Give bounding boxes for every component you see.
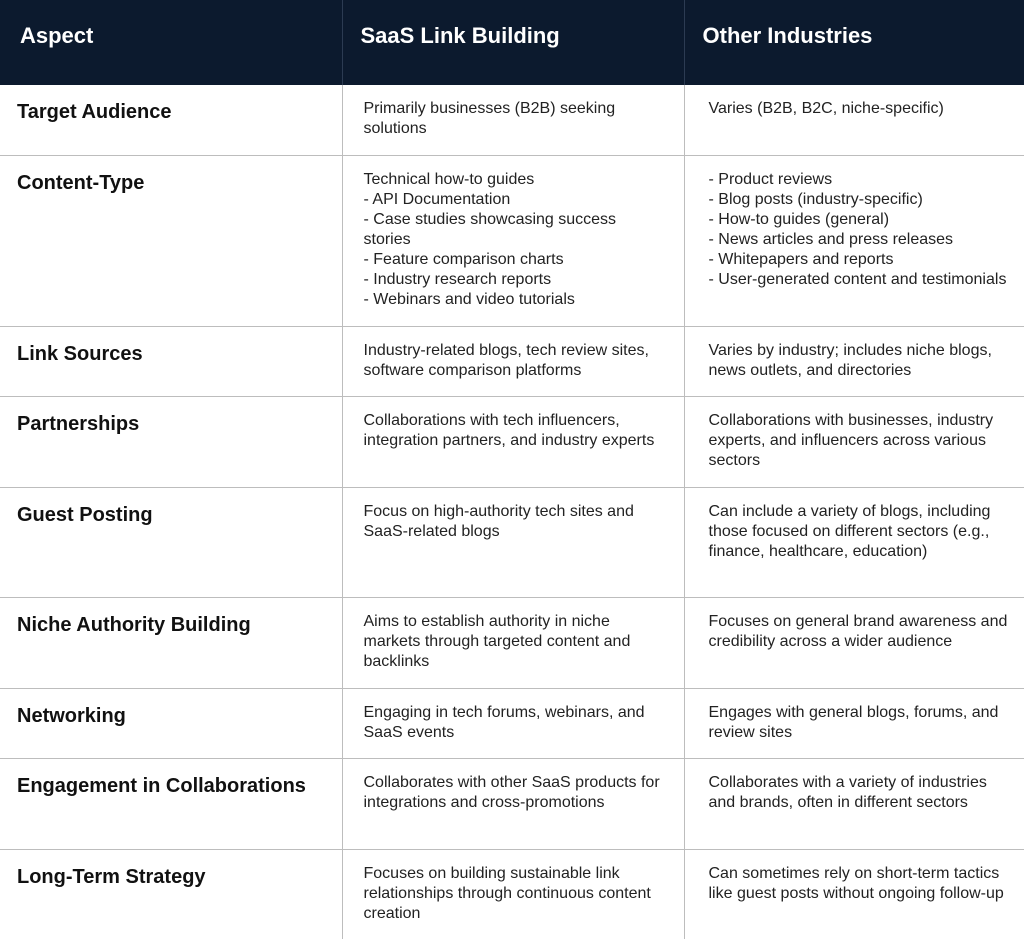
- other-industries-cell: [684, 688, 1024, 758]
- cell-text-line: Varies (B2B, B2C, niche-specific): [708, 100, 944, 117]
- cell-text-line: Focus on high-authority tech sites and SaaS-related blogs: [363, 502, 639, 540]
- table-row: [0, 85, 1024, 155]
- aspect-cell: Niche Authority Building: [0, 597, 342, 688]
- cell-text-line: Technical how-to guides: [363, 170, 535, 188]
- saas-cell: [342, 155, 684, 326]
- aspect-cell: Content-Type: [0, 155, 342, 326]
- table-row: [0, 326, 1024, 396]
- cell-text-line: - User-generated content and testimonials: [708, 270, 1007, 288]
- table-row: [0, 155, 1024, 326]
- saas-cell: [342, 597, 684, 688]
- cell-text-line: - Case studies showcasing success stories: [363, 210, 621, 248]
- table-body: [0, 85, 1024, 939]
- aspect-cell: Partnerships: [0, 396, 342, 487]
- cell-text-line: Focuses on general brand awareness and credibility across a wider audience: [708, 612, 1012, 650]
- table-row: [0, 597, 1024, 688]
- cell-text-line: Varies by industry; includes niche blogs, news outlets, and directories: [708, 341, 997, 379]
- other-industries-cell: [684, 155, 1024, 326]
- saas-cell: [342, 487, 684, 597]
- aspect-cell: Networking: [0, 688, 342, 758]
- table-row: [0, 758, 1024, 849]
- cell-text-line: Can include a variety of blogs, including those focused on different sectors (e.g., finance, healthcare, education): [708, 502, 995, 560]
- aspect-cell: Target Audience: [0, 85, 342, 155]
- cell-text-line: - How-to guides (general): [708, 210, 890, 228]
- cell-text-line: - Feature comparison charts: [363, 250, 564, 268]
- cell-text-line: - Webinars and video tutorials: [363, 290, 575, 308]
- other-industries-cell: [684, 849, 1024, 939]
- aspect-cell: Link Sources: [0, 326, 342, 396]
- aspect-cell: Long-Term Strategy: [0, 849, 342, 939]
- cell-text-line: Can sometimes rely on short-term tactics like guest posts without ongoing follow-up: [708, 864, 1004, 902]
- table-row: [0, 849, 1024, 939]
- cell-text-line: Focuses on building sustainable link relationships through continuous content creation: [363, 864, 656, 922]
- cell-text-line: Industry-related blogs, tech review sites, software comparison platforms: [363, 341, 654, 379]
- saas-cell: [342, 758, 684, 849]
- saas-cell: [342, 326, 684, 396]
- other-industries-cell: [684, 85, 1024, 155]
- other-industries-cell: [684, 396, 1024, 487]
- aspect-cell: Guest Posting: [0, 487, 342, 597]
- other-industries-cell: [684, 326, 1024, 396]
- cell-text-line: Collaborations with tech influencers, integration partners, and industry experts: [363, 411, 655, 449]
- cell-text-line: Collaborates with a variety of industries and brands, often in different sectors: [708, 773, 992, 811]
- saas-cell: [342, 85, 684, 155]
- cell-text-line: - API Documentation: [363, 190, 511, 208]
- table-row: [0, 688, 1024, 758]
- header-aspect: Aspect: [0, 0, 342, 85]
- header-row: [0, 0, 1024, 85]
- cell-text-line: - Blog posts (industry-specific): [708, 190, 923, 208]
- cell-text-line: Primarily businesses (B2B) seeking solutions: [363, 100, 620, 137]
- header-saas-link-building: SaaS Link Building: [342, 0, 684, 85]
- table-header: [0, 0, 1024, 85]
- cell-text-line: Engages with general blogs, forums, and review sites: [708, 703, 1003, 741]
- table-row: [0, 396, 1024, 487]
- cell-text-line: Engaging in tech forums, webinars, and SaaS events: [363, 703, 650, 741]
- other-industries-cell: [684, 487, 1024, 597]
- cell-text-line: - Whitepapers and reports: [708, 250, 894, 268]
- aspect-cell: Engagement in Collaborations: [0, 758, 342, 849]
- saas-cell: [342, 396, 684, 487]
- cell-text-line: Aims to establish authority in niche markets through targeted content and backlinks: [363, 612, 635, 670]
- other-industries-cell: [684, 758, 1024, 849]
- cell-text-line: - Industry research reports: [363, 270, 552, 288]
- header-other-industries: Other Industries: [702, 22, 873, 48]
- table-row: [0, 487, 1024, 597]
- saas-cell: [342, 849, 684, 939]
- other-industries-cell: [684, 597, 1024, 688]
- saas-cell: [342, 688, 684, 758]
- cell-text-line: - News articles and press releases: [708, 230, 954, 248]
- cell-text-line: Collaborations with businesses, industry experts, and influencers across various sectors: [708, 411, 998, 469]
- cell-text-line: - Product reviews: [708, 170, 833, 188]
- cell-text-line: Collaborates with other SaaS products for integrations and cross-promotions: [363, 773, 665, 811]
